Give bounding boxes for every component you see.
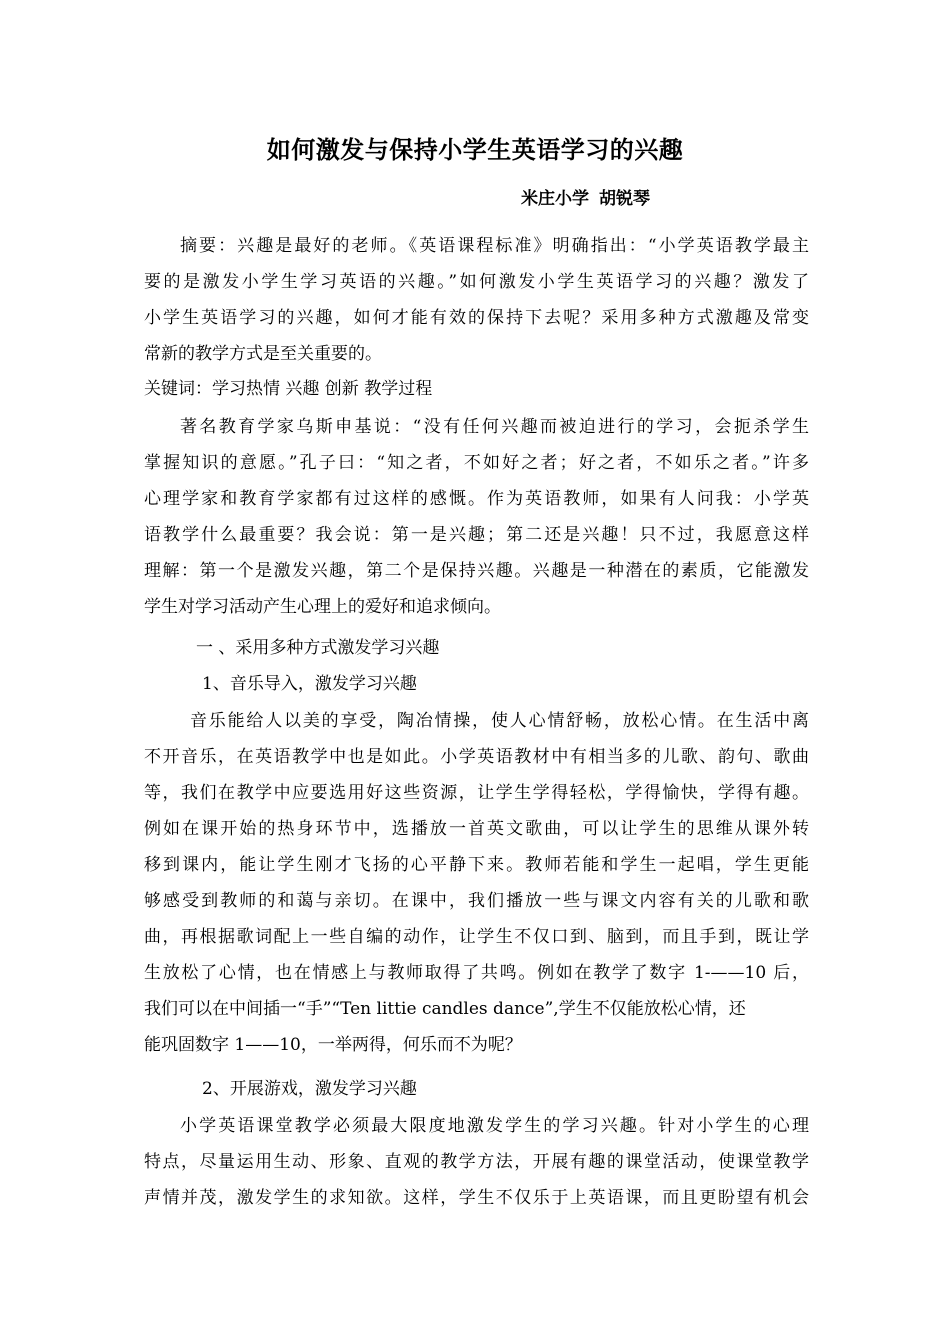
intro-line: 著名教育学家乌斯申基说：“没有任何兴趣而被迫进行的学习，会扼杀学生 (180, 417, 809, 437)
music-line: 够感受到教师的和蔼与亲切。在课中，我们播放一些与课文内容有关的儿歌和歌 (144, 891, 809, 911)
subsection-1-heading: 1、音乐导入，激发学习兴趣 (202, 674, 417, 694)
music-line: 曲，再根据歌词配上一些自编的动作，让学生不仅口到、脑到，而且手到，既让学 (144, 927, 809, 947)
intro-paragraph (144, 409, 809, 625)
music-line: 不开音乐，在英语教学中也是如此。小学英语教材中有相当多的儿歌、韵句、歌曲 (144, 747, 809, 767)
music-line: 等，我们在教学中应要选用好这些资源，让学生学得轻松，学得愉快，学得有趣。 (144, 783, 809, 803)
author-name: 胡锐琴 (599, 189, 650, 209)
abstract-line: 小学生英语学习的兴趣，如何才能有效的保持下去呢？采用多种方式激趣及常变 (144, 308, 809, 328)
abstract-line: 要的是激发小学生学习英语的兴趣。”如何激发小学生英语学习的兴趣？激发了 (144, 272, 809, 292)
subsection-2-heading: 2、开展游戏，激发学习兴趣 (202, 1079, 417, 1099)
author-line (521, 186, 660, 212)
subsection-heading (144, 1071, 809, 1107)
abstract-line: 常新的教学方式是至关重要的。 (144, 344, 382, 364)
music-paragraph (144, 703, 809, 1063)
music-line: 移到课内，能让学生刚才飞扬的心平静下来。教师若能和学生一起唱，学生更能 (144, 855, 809, 875)
section-heading (144, 630, 809, 666)
author-school: 米庄小学 (521, 189, 589, 209)
keywords-line: 关键词：学习热情 兴趣 创新 教学过程 (144, 379, 433, 399)
intro-line: 心理学家和教育学家都有过这样的感慨。作为英语教师，如果有人问我：小学英 (144, 489, 809, 509)
document-title: 如何激发与保持小学生英语学习的兴趣 (266, 135, 684, 164)
section-1-heading: 一 、采用多种方式激发学习兴趣 (196, 638, 440, 658)
game-line: 小学英语课堂教学必须最大限度地激发学生的学习兴趣。针对小学生的心理 (180, 1116, 809, 1136)
intro-line: 理解：第一个是激发兴趣，第二个是保持兴趣。兴趣是一种潜在的素质，它能激发 (144, 561, 809, 581)
game-line: 特点，尽量运用生动、形象、直观的教学方法，开展有趣的课堂活动，使课堂教学 (144, 1152, 809, 1172)
music-line: 生放松了心情，也在情感上与教师取得了共鸣。例如在教学了数字 1-——10 后， (144, 963, 809, 983)
music-line: 例如在课开始的热身环节中，选播放一首英文歌曲，可以让学生的思维从课外转 (144, 819, 809, 839)
music-line: 我们可以在中间插一“手”“Ten littie candles dance”,学生不仅能放松心情，还 (144, 999, 746, 1019)
abstract-line: 摘要：兴趣是最好的老师。《英语课程标准》明确指出：“小学英语教学最主 (180, 236, 809, 256)
subsection-heading (144, 666, 809, 702)
intro-line: 掌握知识的意愿。”孔子曰：“知之者，不如好之者；好之者，不如乐之者。”许多 (144, 453, 809, 473)
game-paragraph (144, 1108, 809, 1216)
intro-line: 语教学什么最重要？我会说：第一是兴趣；第二还是兴趣！只不过，我愿意这样 (144, 525, 809, 545)
music-line: 能巩固数字 1——10，一举两得，何乐而不为呢？ (144, 1035, 522, 1055)
music-line: 音乐能给人以美的享受，陶冶情操，使人心情舒畅，放松心情。在生活中离 (190, 711, 809, 731)
intro-line: 学生对学习活动产生心理上的爱好和追求倾向。 (144, 597, 501, 617)
abstract-paragraph (144, 228, 809, 372)
keywords-paragraph (144, 371, 809, 407)
game-line: 声情并茂，激发学生的求知欲。这样，学生不仅乐于上英语课，而且更盼望有机会 (144, 1188, 809, 1208)
